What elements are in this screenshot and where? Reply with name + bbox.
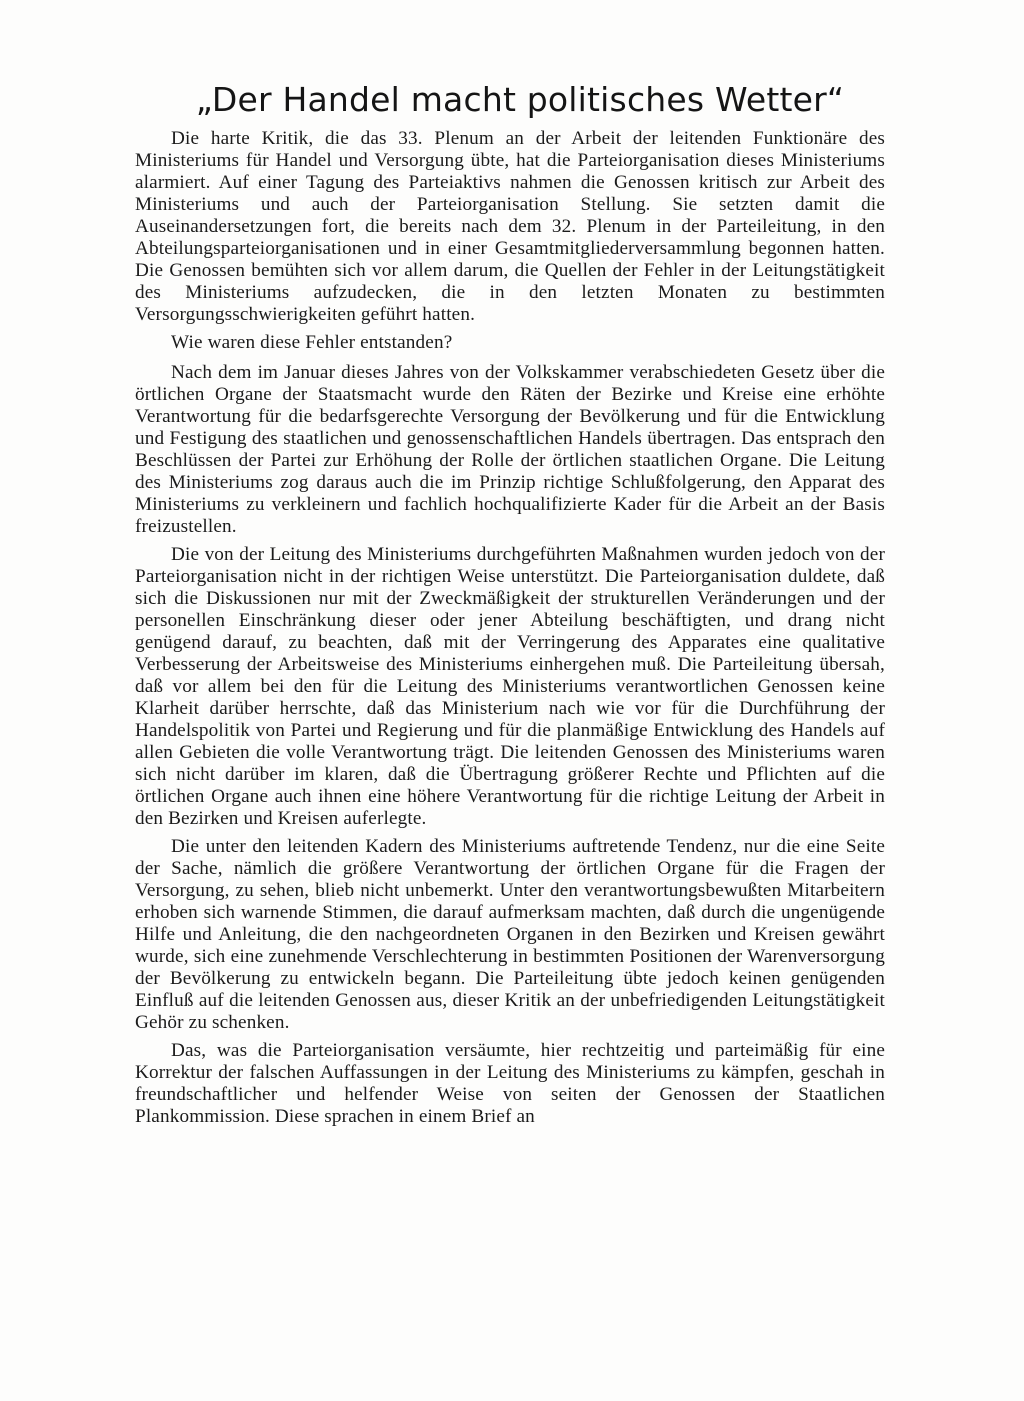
paragraph-1: Die harte Kritik, die das 33. Plenum an der Arbeit der leitenden Funktionäre des Ministeriums für Handel und Versorgung übte, hat die Parteiorganisation dieses Ministeriums alarmiert. Auf einer Tagung des Parteiaktivs nahmen die Genossen kritisch zur Arbeit des Ministeriums und auch der Parteiorganisation Stellung. Sie setzten damit die Auseinandersetzungen fort, die bereits nach dem 32. Plenum in der Parteileitung, in den Abteilungsparteiorganisationen und in einer Gesamtmitgliederversammlung begonnen hatten. Die Genossen bemühten sich vor allem darum, die Quellen der Fehler in der Leitungstätigkeit des Ministeriums aufzudecken, die in den letzten Monaten zu bestimmten Versorgungsschwierigkeiten geführt hatten. bbox=[135, 128, 885, 325]
page-title: „Der Handel macht politisches Wetter“ bbox=[195, 80, 845, 119]
paragraph-5: Die unter den leitenden Kadern des Ministeriums auftretende Tendenz, nur die eine Seite der Sache, nämlich die größere Verantwortung der örtlichen Organe für die Fragen der Versorgung, zu sehen, blieb nicht unbemerkt. Unter den verantwortungsbewußten Mitarbeitern erhoben sich warnende Stimmen, die darauf aufmerksam machten, daß durch die ungenügende Hilfe und Anleitung, die den nachgeordneten Organen in den Bezirken und Kreisen gewährt wurde, sich eine zunehmende Verschlechterung in bestimmten Positionen der Warenversorgung der Bevölkerung zu entwickeln begann. Die Parteileitung übte jedoch keinen genügenden Einfluß auf die leitenden Genossen aus, dieser Kritik an der unbefriedigenden Leitungstätigkeit Gehör zu schenken. bbox=[135, 836, 885, 1033]
paragraph-6: Das, was die Parteiorganisation versäumte, hier rechtzeitig und parteimäßig für eine Korrektur der falschen Auffassungen in der Leitung des Ministeriums zu kämpfen, geschah in freundschaftlicher und helfender Weise von seiten der Genossen der Staatlichen Plankommission. Diese sprachen in einem Brief an bbox=[135, 1040, 885, 1127]
paragraph-4: Die von der Leitung des Ministeriums durchgeführten Maßnahmen wurden jedoch von der Parteiorganisation nicht in der richtigen Weise unterstützt. Die Parteiorganisation duldete, daß sich die Diskussionen nur mit der Zweckmäßigkeit der strukturellen Veränderungen und der personellen Einschränkung dieser oder jener Abteilung beschäftigten, und drang nicht genügend darauf, zu beachten, daß mit der Verringerung des Apparates eine qualitative Verbesserung der Arbeitsweise des Ministeriums einhergehen muß. Die Parteileitung übersah, daß vor allem bei den für die Leitung des Ministeriums verantwortlichen Genossen keine Klarheit darüber herrschte, daß das Ministerium nach wie vor für die Durchführung der Handelspolitik von Partei und Regierung und für die planmäßige Entwicklung des Handels auf allen Gebieten die volle Verantwortung trägt. Die leitenden Genossen des Ministeriums waren sich nicht darüber im klaren, daß die Übertragung größerer Rechte und Pflichten auf die örtlichen Organe auch ihnen eine höhere Verantwortung für die richtige Leitung der Arbeit in den Bezirken und Kreisen auferlegte. bbox=[135, 544, 885, 829]
article-body bbox=[135, 128, 885, 1134]
paragraph-2: Wie waren diese Fehler entstanden? bbox=[171, 332, 453, 353]
paragraph-3: Nach dem im Januar dieses Jahres von der Volkskammer verabschiedeten Gesetz über die örtlichen Organe der Staatsmacht wurde den Räten der Bezirke und Kreise eine erhöhte Verantwortung für die bedarfsgerechte Versorgung der Bevölkerung und für die Entwicklung und Festigung des staatlichen und genossenschaftlichen Handels übertragen. Das entsprach den Beschlüssen der Partei zur Erhöhung der Rolle der örtlichen staatlichen Organe. Die Leitung des Ministeriums zog daraus auch die im Prinzip richtige Schlußfolgerung, den Apparat des Ministeriums zu verkleinern und fachlich hochqualifizierte Kader für die Arbeit an der Basis freizustellen. bbox=[135, 362, 885, 537]
